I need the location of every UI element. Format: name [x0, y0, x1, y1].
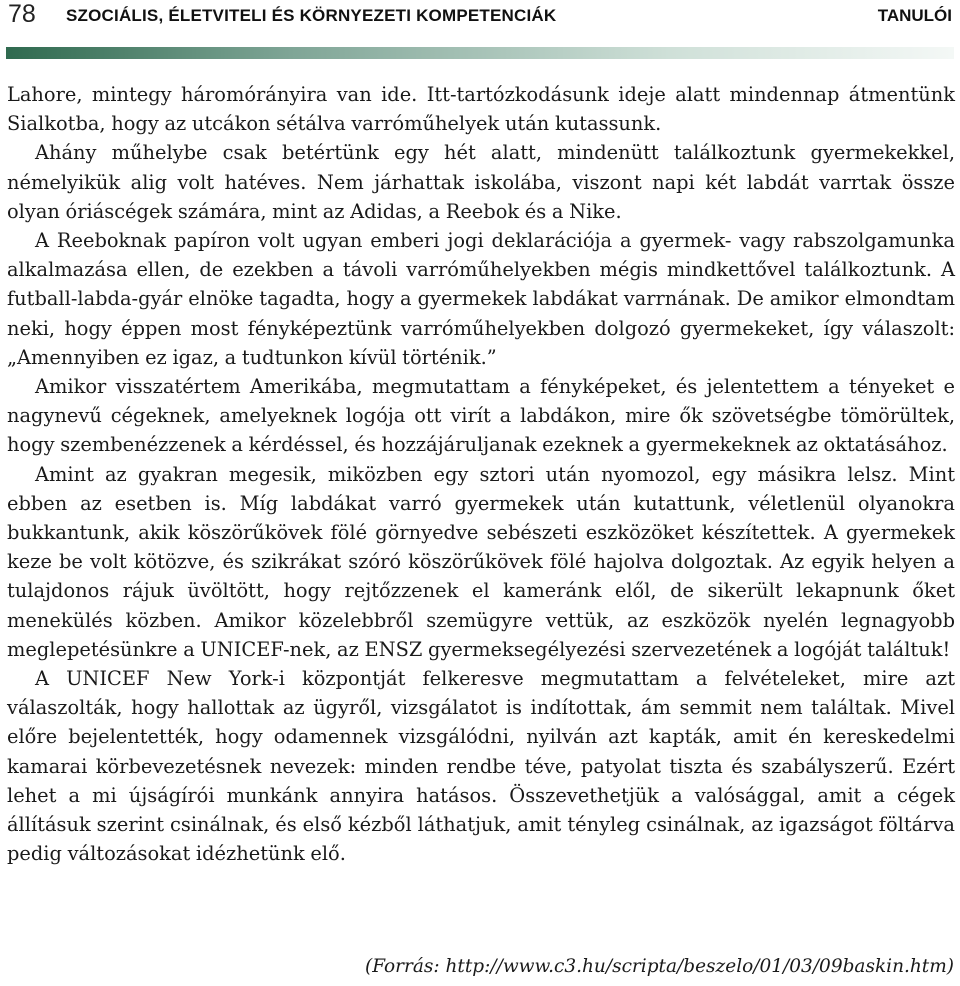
article-body	[7, 80, 955, 868]
audience-label: TANULÓI	[877, 6, 952, 25]
paragraph: Lahore, mintegy háromórányira van ide. Itt-tartózkodásunk ideje alatt mindennap átmentünk Sialkotba, hogy az utcákon sétálva varróműhelyek után kutassunk.	[7, 83, 955, 136]
paragraph: A Reeboknak papíron volt ugyan emberi jogi deklarációja a gyermek- vagy rabszolgamunka alkalmazása ellen, de ezekben a távoli varróműhelyekben mégis mindkettővel találkoztunk. A futball-labda-gyár elnöke tagadta, hogy a gyermekek labdákat varrnának. De amikor elmondtam neki, hogy éppen most fényképeztünk varróműhelyekben dolgozó gyermekeket, így válaszolt: „Amennyiben ez igaz, a tudtunkon kívül történik.”	[7, 229, 955, 369]
header-divider	[6, 47, 954, 59]
paragraph: Amikor visszatértem Amerikába, megmutattam a fényképeket, és jelentettem a tényeket e nagynevű cégeknek, amelyeknek logója ott virít a labdákon, mire ők szövetségbe tömörültek, hogy szembenézzenek a kérdéssel, és hozzájáruljanak ezeknek a gyermekeknek az oktatásához.	[7, 375, 955, 457]
paragraph: Ahány műhelybe csak betértünk egy hét alatt, mindenütt találkoztunk gyermekekkel, némelyikük alig volt hatéves. Nem járhattak iskolába, viszont napi két labdát varrtak össze olyan óriáscégek számára, mint az Adidas, a Reebok és a Nike.	[7, 141, 955, 223]
paragraph: Amint az gyakran megesik, miközben egy sztori után nyomozol, egy másikra lelsz. Mint ebben az esetben is. Míg labdákat varró gyermekek után kutattunk, véletlenül olyanokra bukkantunk, akik köszörűkövek fölé görnyedve sebészeti eszközöket készítettek. A gyermekek keze be volt kötözve, és szikrákat szóró köszörűkövek fölé hajolva dolgoztak. Az egyik helyen a tulajdonos rájuk üvöltött, hogy rejtőzzenek el kameránk elől, de sikerült lekapnunk őket menekülés közben. Amikor közelebbről szemügyre vettük, az eszközök nyelén legnagyobb meglepetésünkre a UNICEF-nek, az ENSZ gyermeksegélyezési szervezetének a logóját találtuk!	[7, 462, 955, 661]
page-header	[0, 0, 960, 34]
paragraph: A UNICEF New York-i központját felkeresve megmutattam a felvételeket, mire azt válaszolták, hogy hallottak az ügyről, vizsgálatot is indítottak, ám semmit nem találtak. Mivel előre bejelentették, hogy odamennek vizsgálódni, nyilván azt kapták, amit én kereskedelmi kamarai körbevezetésnek nevezek: minden rendbe téve, patyolat tiszta és szabályszerű. Ezért lehet a mi újságírói munkánk annyira hatásos. Összevethetjük a valósággal, amit a cégek állításuk szerint csinálnak, és első kézből láthatjuk, amit tényleg csinálnak, az igazságot föltárva pedig változásokat idézhetünk elő.	[7, 667, 955, 866]
source-citation: (Forrás: http://www.c3.hu/scripta/beszelo/01/03/09baskin.htm)	[364, 956, 954, 977]
page-number: 78	[8, 0, 36, 28]
section-title: SZOCIÁLIS, ÉLETVITELI ÉS KÖRNYEZETI KOMPETENCIÁK	[66, 6, 557, 25]
